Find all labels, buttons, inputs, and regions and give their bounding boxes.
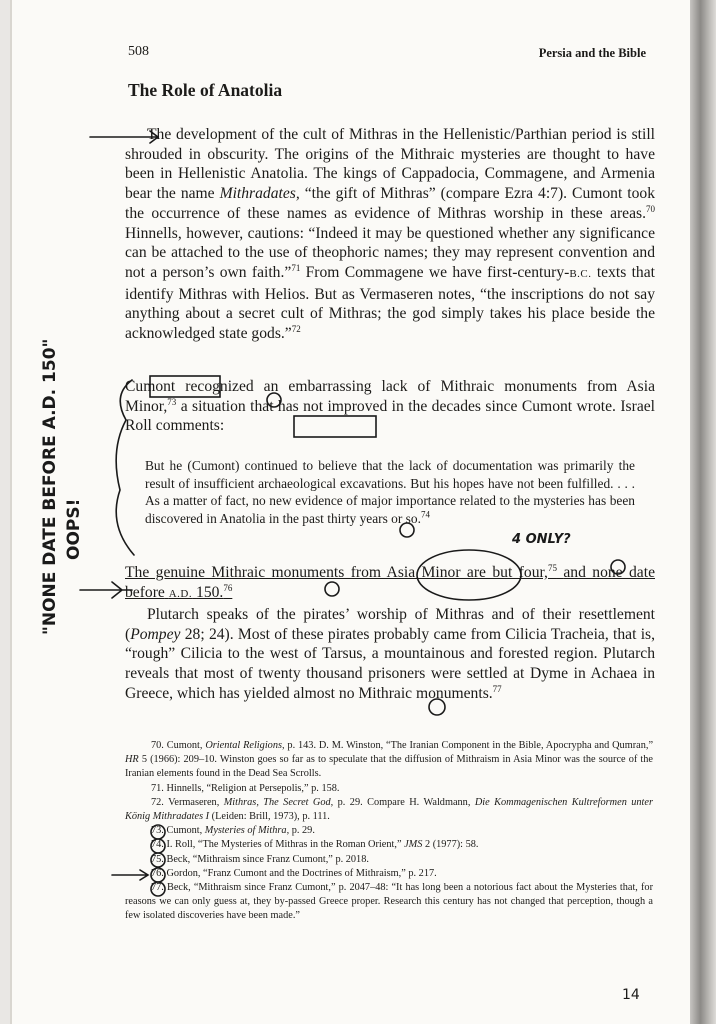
footnote-ref-74[interactable]: 74 (420, 509, 430, 520)
footnote-ref-75[interactable]: 75 (547, 562, 557, 573)
section-title: The Role of Anatolia (128, 80, 283, 100)
handwritten-corner-mark: 14 (622, 987, 640, 1003)
page-header (128, 44, 646, 66)
running-title: Persia and the Bible (538, 46, 646, 60)
page-number: 508 (128, 44, 149, 59)
footnote-ref-73[interactable]: 73 (167, 396, 177, 407)
footnote-ref-76[interactable]: 76 (223, 582, 233, 593)
footnote-ref-70[interactable]: 70 (646, 203, 655, 214)
paragraph-2: Cumont recognized an embarrassing lack of Mithraic monuments from Asia Minor,$^{73}$ a situation that has not improved in the decades since Cumont wrote. Israel Roll comments: (125, 378, 656, 435)
footnotes (125, 739, 653, 924)
footnote-76: 76. Gordon, “Franz Cumont and the Doctrines of Mithraism,” p. 217. (151, 867, 437, 879)
paragraph-4: Plutarch speaks of the pirates’ worship of Mithras and of their resettlement (Pompey 28; 24). Most of these pirates probably came from Cilicia Tracheia, that is, “rough” Cilicia to the west of Tarsus, a mountainous and forested region. Plutarch reveals that most of twenty thousand prisoners were settled at Dyme in Achaea in Greece, which has yielded almost no Mithraic monuments.$^{77}$ (125, 606, 655, 702)
paragraph-3: The genuine Mithraic monuments from Asia Minor are but four,$^{75}$ and none date before A.D. 150.76 (125, 562, 655, 601)
footnote-70: 70. Cumont, Oriental Religions, p. 143. D. M. Winston, “The Iranian Component in the Bible, Apocrypha and Qumran,” HR 5 (1966): 209–10. Winston goes so far as to speculate that the diffusion of Mithraism in Asia Minor was the source of the Iranian elements found in the Dead Sea Scrolls. (125, 740, 654, 780)
footnote-72: 72. Vermaseren, Mithras, The Secret God, p. 29. Compare H. Waldmann, Die Kommagenischen Kultreformen unter König Mithradates I (Leiden: Brill, 1973), p. 111. (125, 796, 653, 823)
book-binding-edge (690, 0, 716, 1024)
boxed-name-cumont: Cumont (125, 378, 176, 395)
footnote-77: 77. Beck, “Mithraism since Franz Cumont,” p. 2047–48: “It has long been a notorious fact about the Mysteries that, for reasons we can only guess at, they by-passed Greece proper. Research this century has not changed that perception, though a few isolated discoveries have been made.” (125, 882, 653, 922)
footnote-74: 74. I. Roll, “The Mysteries of Mithras in the Roman Orient,” JMS 2 (1977): 58. (151, 839, 479, 851)
footnote-73: 73. Cumont, Mysteries of Mithra, p. 29. (151, 825, 315, 837)
paragraph-1: The development of the cult of Mithras in the Hellenistic/Parthian period is still shrouded in obscurity. The origins of the Mithraic mysteries are thought to have been in Hellenistic Anatolia. The kings of Cappadocia, Commagene, and Armenia bear the name Mithradates, “the gift of Mithras” (compare Ezra 4:7). Cumont took the occurrence of these names as evidence of Mithras worship in these areas.$^{70}$ Hinnells, however, cautions: “Indeed it may be questioned whether any significance can be attached to the use of theophoric names; they may represent convention and not a person’s own faith.”$^{71}$ From Commagene we have first-century-B.C. texts that identify Mithras with Helios. But as Vermaseren notes, “the inscriptions do not say anything about a secret cult of Mithras; the god simply takes his place beside the acknowledged state gods.”$^{72}$ (125, 126, 655, 343)
boxed-name-israel-roll: Israel Roll (125, 397, 655, 435)
handwritten-only-note: 4 ONLY? (512, 532, 571, 547)
handwritten-oops-note: OOPS! (64, 498, 84, 560)
block-quote: But he (Cumont) continued to believe that the lack of documentation was primarily the result of insufficient archaeological excavations. But his hopes have not been fulfilled. . . . As a matter of fact, no new evidence of major importance related to the mysteries has been discovered in Anatolia in the past thirty years or so.$^{74}$ (145, 458, 635, 526)
handwritten-margin-note: "NONE DATE BEFORE A.D. 150" (40, 338, 60, 635)
footnote-ref-77[interactable]: 77 (492, 683, 502, 694)
footnote-ref-71[interactable]: 71 (291, 262, 301, 273)
footnote-75: 75. Beck, “Mithraism since Franz Cumont,” p. 2018. (151, 853, 369, 865)
footnote-ref-72[interactable]: 72 (291, 323, 301, 334)
footnote-71: 71. Hinnells, “Religion at Persepolis,” p. 158. (151, 782, 340, 794)
